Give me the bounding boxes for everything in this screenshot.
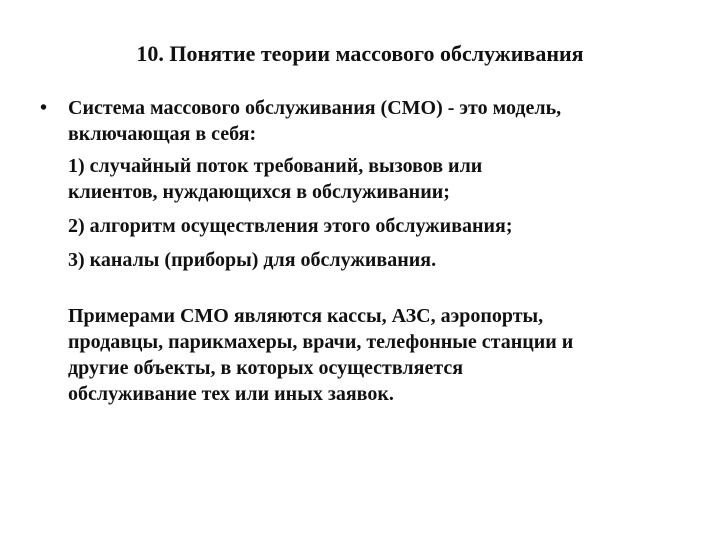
bullet-marker: • (40, 97, 48, 119)
examples-line: обслуживание тех или иных заявок. (68, 383, 394, 405)
list-item-2-line: 2) алгоритм осуществления этого обслуживания; (68, 215, 513, 237)
list-item-1-line: 1) случайный поток требований, вызовов или (68, 155, 483, 177)
list-item-3-line: 3) каналы (приборы) для обслуживания. (68, 249, 437, 271)
list-item-1-line: клиентов, нуждающихся в обслуживании; (68, 181, 450, 203)
slide-title: 10. Понятие теории массового обслуживания (136, 41, 584, 66)
examples-line: другие объекты, в которых осуществляется (68, 357, 464, 379)
examples-line: Примерами СМО являются кассы, АЗС, аэропорты, (68, 305, 544, 327)
definition-line: включающая в себя: (68, 123, 257, 145)
slide-body (68, 95, 708, 407)
definition-line: Система массового обслуживания (СМО) - это модель, (68, 97, 562, 119)
examples-line: продавцы, парикмахеры, врачи, телефонные станции и (68, 331, 574, 353)
